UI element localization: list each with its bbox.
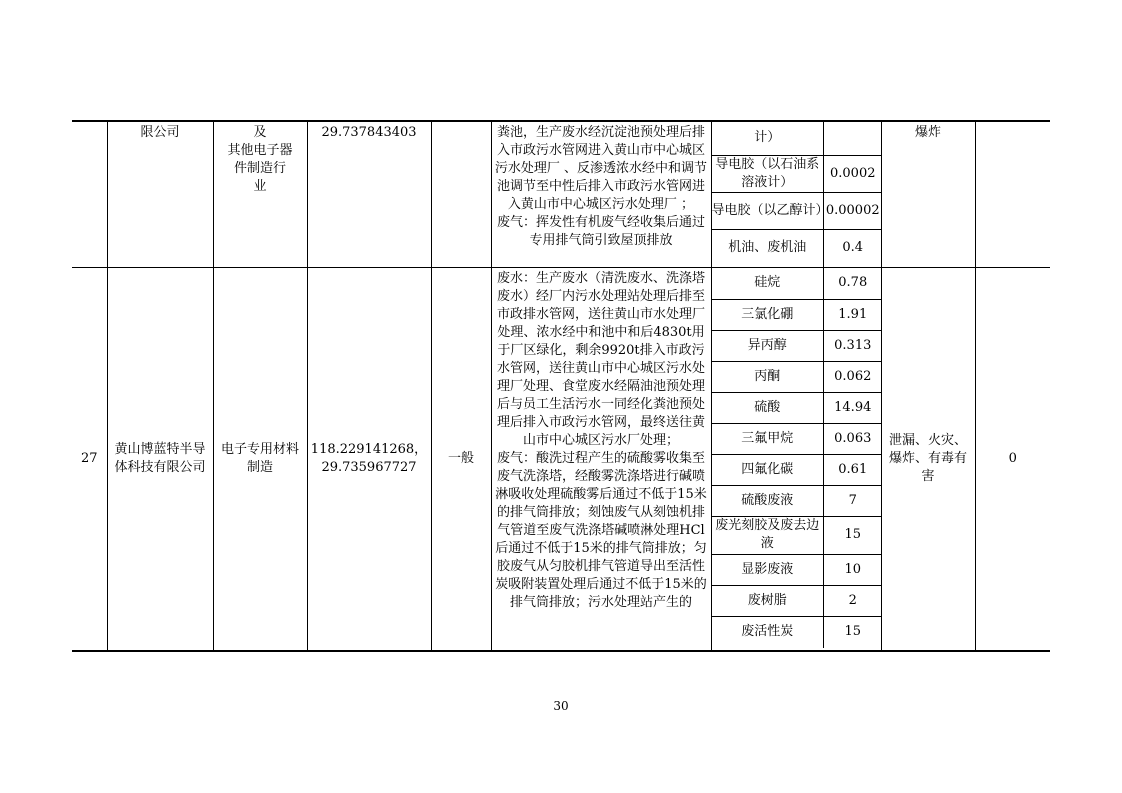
treatment-text: 粪池，生产废水经沉淀池预处理后排入市政污水管网进入黄山市中心城区污水处理厂 、反渗透浓水经中和调节池调节至中性后排入市政污水管网进入黄山市中心城区污水处理厂 ； 废气：挥发性有机废气经收集后通过专用排气筒引致屋顶排放 <box>494 125 708 248</box>
last-cell <box>975 121 1050 268</box>
material-name: 硫酸 <box>712 392 824 423</box>
material-row <box>712 299 882 330</box>
material-name: 导电胶（以石油系溶液计） <box>712 155 824 192</box>
material-name: 显影废液 <box>712 554 824 585</box>
material-amount: 7 <box>824 485 882 516</box>
material-name: 计） <box>712 122 824 155</box>
material-amount: 0.78 <box>824 268 882 299</box>
material-amount: 14.94 <box>824 392 882 423</box>
industry-text: 及 其他电子器 件制造行 业 <box>227 125 293 194</box>
material-amount: 0.61 <box>824 454 882 485</box>
material-row <box>712 330 882 361</box>
materials-subtable <box>712 268 882 648</box>
risk-level: 一般 <box>447 450 474 466</box>
enterprise-risk-table <box>72 120 1050 652</box>
material-row <box>712 361 882 392</box>
material-amount: 10 <box>824 554 882 585</box>
material-amount: 0.00002 <box>824 192 882 229</box>
material-row <box>712 122 882 155</box>
material-name: 硅烷 <box>712 268 824 299</box>
material-row <box>712 516 882 554</box>
treatment-cell <box>491 268 711 651</box>
material-amount: 2 <box>824 585 882 616</box>
risk-cell <box>881 268 975 651</box>
treatment-cell <box>491 121 711 268</box>
materials-subtable <box>712 122 882 267</box>
material-row <box>712 423 882 454</box>
material-amount <box>824 122 882 155</box>
material-amount: 15 <box>844 624 862 640</box>
risk-text: 爆炸 <box>914 125 941 140</box>
material-name: 硫酸废液 <box>712 485 824 516</box>
industry-cell <box>213 268 307 651</box>
material-name: 机油、废机油 <box>712 229 824 267</box>
level-cell <box>431 121 491 268</box>
industry-text: 电子专用材料制造 <box>220 441 299 475</box>
material-name: 废光刻胶及废去边液 <box>712 516 824 554</box>
material-row <box>712 616 882 648</box>
material-name: 四氟化碳 <box>712 454 824 485</box>
material-name: 三氟甲烷 <box>712 423 824 454</box>
risk-text: 泄漏、火灾、爆炸、有毒有害 <box>888 432 967 484</box>
coordinates-text: 118.229141268，29.735967727 <box>310 441 428 475</box>
material-amount: 15 <box>824 516 882 554</box>
table-row <box>72 121 1050 268</box>
coords-cell <box>307 268 431 651</box>
row-number-cell <box>72 121 107 268</box>
page-number: 30 <box>553 699 569 713</box>
material-name: 废树脂 <box>712 585 824 616</box>
material-amount: 0.313 <box>824 330 882 361</box>
material-name: 废活性炭 <box>712 616 824 648</box>
material-row <box>712 229 882 267</box>
material-name: 导电胶（以乙醇计） <box>712 192 824 229</box>
materials-cell <box>711 268 881 651</box>
materials-cell <box>711 121 881 268</box>
row-number-cell <box>72 268 107 651</box>
last-value: 0 <box>1008 450 1017 466</box>
coordinates-text: 29.737843403 <box>321 125 417 140</box>
material-row <box>712 268 882 299</box>
row-number: 27 <box>80 450 98 466</box>
material-row <box>712 192 882 229</box>
risk-cell <box>881 121 975 268</box>
material-row <box>712 392 882 423</box>
material-row <box>712 485 882 516</box>
material-amount: 1.91 <box>824 299 882 330</box>
coords-cell <box>307 121 431 268</box>
material-row <box>712 155 882 192</box>
material-row <box>712 585 882 616</box>
level-cell <box>431 268 491 651</box>
material-name: 三氯化硼 <box>712 299 824 330</box>
material-name: 异丙醇 <box>712 330 824 361</box>
company-name: 黄山博蓝特半导体科技有限公司 <box>114 441 206 475</box>
material-row <box>712 554 882 585</box>
material-amount: 0.063 <box>824 423 882 454</box>
table-row <box>72 268 1050 651</box>
material-name: 丙酮 <box>712 361 824 392</box>
material-amount: 0.062 <box>824 361 882 392</box>
company-name: 限公司 <box>140 125 180 140</box>
material-amount: 0.4 <box>842 240 864 256</box>
company-cell <box>107 121 213 268</box>
industry-cell <box>213 121 307 268</box>
company-cell <box>107 268 213 651</box>
last-cell <box>975 268 1050 651</box>
material-amount: 0.0002 <box>824 155 882 192</box>
material-row <box>712 454 882 485</box>
treatment-text: 废水：生产废水（清洗废水、洗涤塔废水）经厂内污水处理站处理后排至市政排水管网，送往黄山市水处理厂处理、浓水经中和池中和后4830t用于厂区绿化，剩余9920t排入市政污水管网，送往黄山市中心城区污水处理厂处理、食堂废水经隔油池预处理后与员工生活污水一同经化粪池预处理后排入市政污水管网，最终送往黄山市中心城区污水厂处理； 废气：酸洗过程产生的硫酸雾收集至废气洗涤塔，经酸雾洗涤塔进行碱喷淋吸收处理硫酸雾后通过不低于15米的排气筒排放；刻蚀废气从刻蚀机排气管道至废气洗涤塔碱喷淋处理HCl后通过不低于15米的排气筒排放；匀胶废气从匀胶机排气管道导出至活性炭吸附装置处理后通过不低于15米的排气筒排放；污水处理站产生的 <box>495 271 707 610</box>
